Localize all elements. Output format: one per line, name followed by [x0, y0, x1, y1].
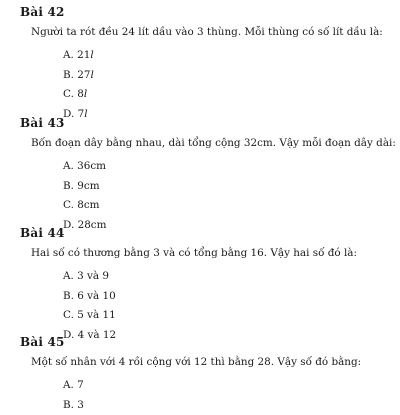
option-a: [63, 157, 106, 177]
problem-question: Bốn đoạn dây bằng nhau, dài tổng cộng 32cm. Vậy mỗi đoạn dây dài:: [31, 137, 396, 149]
option-unit: l: [90, 49, 93, 61]
option-label: C.: [63, 88, 74, 100]
option-b: [63, 66, 94, 86]
option-d: [63, 326, 116, 346]
problem-question: Hai số có thương bằng 3 và có tổng bằng 16. Vậy hai số đó là:: [31, 247, 357, 259]
option-value: 27: [77, 69, 90, 81]
option-label: B.: [63, 69, 74, 81]
option-value: 7: [78, 108, 85, 120]
option-label: D.: [63, 219, 74, 231]
problem-title: Bài 45: [20, 335, 65, 349]
option-c: [63, 85, 94, 105]
option-a: [63, 267, 116, 287]
option-unit: l: [84, 88, 87, 100]
option-value: 8cm: [77, 199, 99, 211]
option-value: 5 và 11: [77, 309, 116, 321]
problem-title: Bài 44: [20, 226, 65, 240]
option-label: C.: [63, 199, 74, 211]
answer-options: [63, 46, 94, 124]
option-unit: l: [91, 69, 94, 81]
option-b: [63, 396, 84, 415]
option-label: A.: [63, 160, 74, 172]
problem-question: Một số nhân với 4 rồi cộng với 12 thì bằng 28. Vậy số đó bằng:: [31, 356, 361, 368]
option-label: A.: [63, 270, 74, 282]
problem-question: Người ta rót đều 24 lít dầu vào 3 thùng. Mỗi thùng có số lít dầu là:: [31, 26, 383, 38]
option-value: 9cm: [77, 180, 99, 192]
option-a: [63, 46, 94, 66]
option-label: B.: [63, 399, 74, 411]
option-a: [63, 376, 84, 396]
option-value: 8: [77, 88, 84, 100]
option-value: 36cm: [77, 160, 106, 172]
option-c: [63, 196, 106, 216]
option-value: 6 và 10: [77, 290, 116, 302]
answer-options: [63, 376, 84, 415]
option-value: 21: [77, 49, 90, 61]
option-value: 3 và 9: [77, 270, 109, 282]
problem-title: Bài 43: [20, 116, 65, 130]
option-value: 4 và 12: [78, 329, 117, 341]
option-c: [63, 306, 116, 326]
option-label: D.: [63, 329, 74, 341]
option-label: C.: [63, 309, 74, 321]
option-d: [63, 216, 106, 236]
option-value: 7: [77, 379, 84, 391]
answer-options: [63, 157, 106, 235]
option-label: A.: [63, 379, 74, 391]
option-label: B.: [63, 290, 74, 302]
option-label: A.: [63, 49, 74, 61]
option-value: 28cm: [78, 219, 107, 231]
option-d: [63, 105, 94, 125]
answer-options: [63, 267, 116, 345]
option-unit: l: [84, 108, 87, 120]
option-b: [63, 177, 106, 197]
problem-title: Bài 42: [20, 5, 65, 19]
option-b: [63, 287, 116, 307]
option-label: D.: [63, 108, 74, 120]
option-label: B.: [63, 180, 74, 192]
option-value: 3: [77, 399, 84, 411]
